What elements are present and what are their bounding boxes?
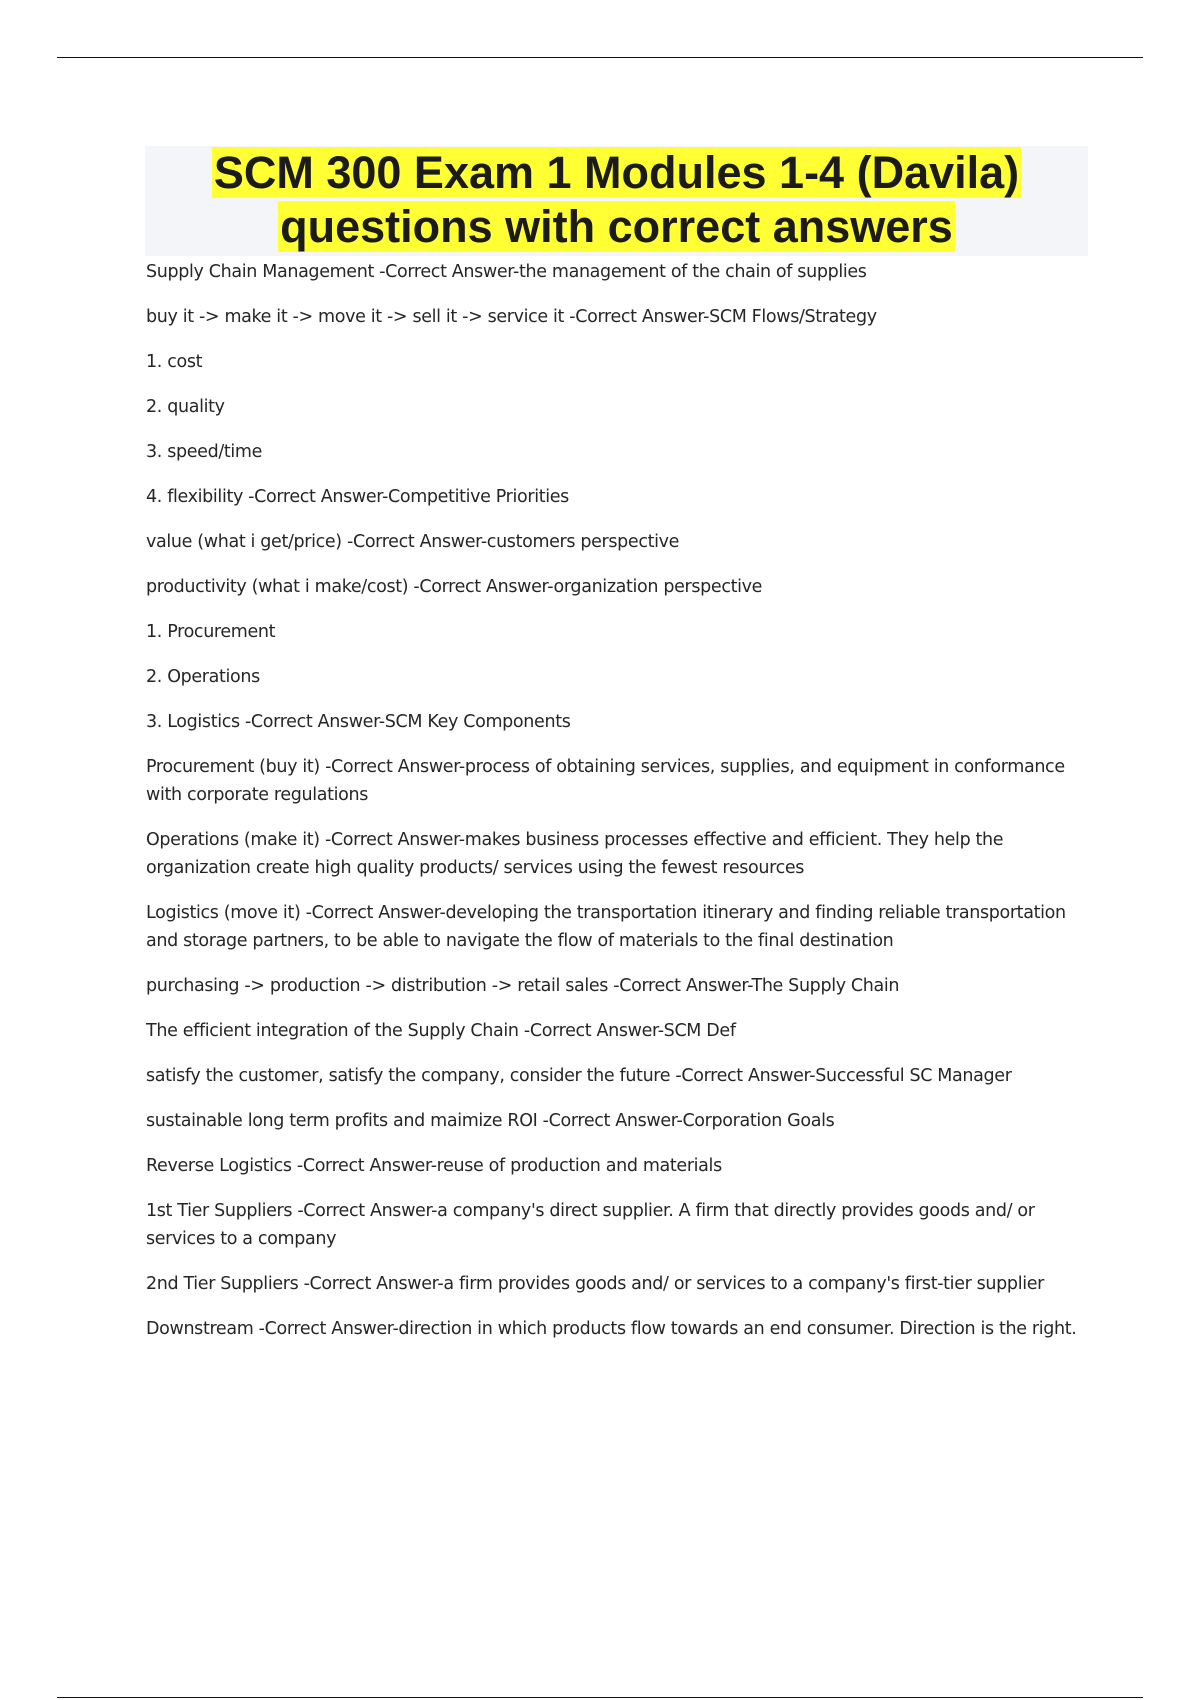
qa-entry: Reverse Logistics -Correct Answer-reuse of production and materials [146,1156,722,1176]
qa-entry: 2nd Tier Suppliers -Correct Answer-a firm provides goods and/ or services to a company's first-tier supplier [146,1274,1044,1294]
qa-entry: sustainable long term profits and maimize ROI -Correct Answer-Corporation Goals [146,1111,835,1131]
qa-entry: 2. quality [146,397,225,417]
qa-entry: satisfy the customer, satisfy the company, consider the future -Correct Answer-Successful SC Manager [146,1066,1012,1086]
qa-entry: Downstream -Correct Answer-direction in which products flow towards an end consumer. Direction is the right. [146,1319,1077,1339]
title-block [145,146,1088,256]
footer-rule [57,1697,1143,1698]
qa-entry: 1. Procurement [146,622,276,642]
qa-entry: Logistics (move it) -Correct Answer-developing the transportation itinerary and finding reliable transportation and storage partners, to be able to navigate the flow of materials to the final destination [146,903,1066,951]
qa-entry: value (what i get/price) -Correct Answer-customers perspective [146,532,680,552]
qa-entry: 4. flexibility -Correct Answer-Competitive Priorities [146,487,569,507]
qa-entry: Supply Chain Management -Correct Answer-the management of the chain of supplies [146,262,867,282]
qa-entry: The efficient integration of the Supply Chain -Correct Answer-SCM Def [146,1021,736,1041]
qa-entry: 2. Operations [146,667,260,687]
document-title: SCM 300 Exam 1 Modules 1-4 (Davila) questions with correct answers [213,147,1020,252]
qa-entry: productivity (what i make/cost) -Correct Answer-organization perspective [146,577,763,597]
qa-entry: Procurement (buy it) -Correct Answer-process of obtaining services, supplies, and equipment in conformance with corporate regulations [146,757,1065,805]
qa-entry: Operations (make it) -Correct Answer-makes business processes effective and efficient. They help the organization create high quality products/ services using the fewest resources [146,830,1004,878]
qa-entry: 1st Tier Suppliers -Correct Answer-a company's direct supplier. A firm that directly provides goods and/ or services to a company [146,1201,1035,1249]
qa-entry: 3. speed/time [146,442,263,462]
qa-list [146,258,1086,1360]
qa-entry: 1. cost [146,352,203,372]
qa-entry: buy it -> make it -> move it -> sell it -> service it -Correct Answer-SCM Flows/Strategy [146,307,877,327]
qa-entry: purchasing -> production -> distribution -> retail sales -Correct Answer-The Supply Chain [146,976,900,996]
header-rule [57,57,1143,58]
qa-entry: 3. Logistics -Correct Answer-SCM Key Components [146,712,571,732]
